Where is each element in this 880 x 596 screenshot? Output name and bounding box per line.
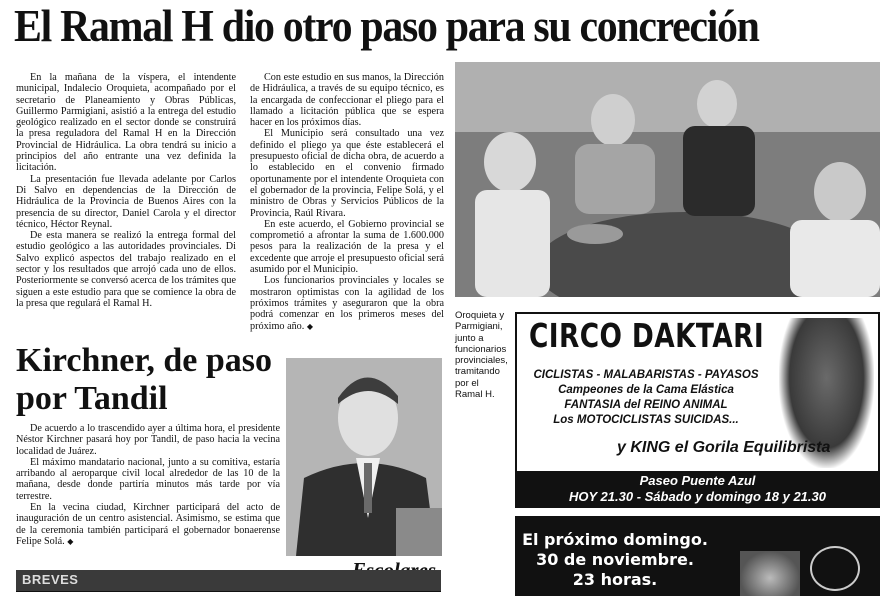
article-kirchner-body [16, 423, 280, 547]
paragraph: El máximo mandatario nacional, junto a su comitiva, estaría arribando al aeroparque civil local alrededor de las 10 de la mañana, desde donde partiría minutos más tarde por vía terrestre. [16, 456, 280, 502]
kirchner-headline-line-2: por Tandil [16, 380, 168, 417]
breves-rule [16, 591, 441, 592]
article-ramal-column-1 [16, 72, 236, 309]
circus-acts [521, 368, 771, 428]
meeting-photo-illustration [455, 62, 880, 297]
kirchner-headline-line-1: Kirchner, de paso [16, 342, 272, 379]
circus-advertisement [515, 312, 880, 508]
circus-act-line: Campeones de la Cama Elástica [558, 384, 734, 396]
second-ad-line: 30 de noviembre. [536, 550, 694, 569]
circus-king-line: y KING el Gorila Equilibrista [617, 439, 831, 456]
second-ad-portrait [740, 551, 800, 596]
meeting-photo [455, 62, 880, 297]
paragraph: De acuerdo a lo trascendido ayer a última hora, el presidente Néstor Kirchner pasará hoy por Tandil, de paso hacia la vecina localidad de Juárez. [16, 423, 280, 457]
circus-title: CIRCO DAKTARI [529, 316, 765, 355]
paragraph: De esta manera se realizó la entrega formal del estudio geológico a las autoridades provinciales. Di Salvo explicó aspectos del trabajo realizado en el sector y los resultados que arrojó cada uno de ellos. Posteriormente se conversó acerca de los trámites que siguen a este estudio para que se comience la obra de la presa que regulará el Ramal H. [16, 230, 236, 309]
kirchner-photo [286, 358, 442, 556]
second-ad-line: El próximo domingo. [522, 530, 708, 549]
end-mark: ◆ [306, 321, 314, 331]
circus-schedule: HOY 21.30 - Sábado y domingo 18 y 21.30 [569, 488, 826, 504]
second-ad-logo [810, 546, 860, 591]
circus-act-line: Los MOTOCICLISTAS SUICIDAS... [553, 414, 739, 426]
kirchner-headline [16, 342, 276, 418]
kirchner-photo-illustration [286, 358, 442, 556]
article-ramal-column-2 [250, 72, 444, 332]
paragraph-text: Los funcionarios provinciales y locales se mostraron optimistas con la agilidad de los próximos trámites y aseguraron que la obra podrá comenzar en los primeros meses del próximo año. [250, 275, 444, 332]
paragraph: La presentación fue llevada adelante por Carlos Di Salvo en dependencias de la Dirección de Hidráulica de la Provincia de Buenos Aires con la presencia de su director, Daniel Carola y el director técnico, Héctor Reynal. [16, 173, 236, 230]
paragraph: El Municipio será consultado una vez definido el pliego ya que éste establecerá el presupuesto oficial de dicha obra, de acuerdo a lo establecido en el convenio firmado oportunamente por el intendente Oroquieta con el gobernador de la provincia, Felipe Solá, y el ministro de Obras y Servicios Públicos de la Provincia, Raúl Rivara. [250, 128, 444, 219]
circus-act-line: CICLISTAS - MALABARISTAS - PAYASOS [533, 369, 759, 381]
photo-caption: Oroquieta y Parmigiani, junto a funcionarios provinciales, tramitando por el Ramal H. [455, 310, 508, 401]
circus-schedule-bar [517, 471, 878, 508]
circus-act-line: FANTASIA del REINO ANIMAL [564, 399, 728, 411]
paragraph-text: En la vecina ciudad, Kirchner participará del acto de inauguración de un centro asistencial. Asimismo, se estima que de la ceremonia también participará el gobernador bonaerense Felipe Solá. [16, 502, 280, 547]
section-breves: BREVES [22, 572, 79, 587]
paragraph: En la mañana de la víspera, el intendente municipal, Indalecio Oroquieta, acompañado por el secretario de Planeamiento y Obras Públicas, Guillermo Parmigiani, asistió a la entrega del estudio geológico realizado en el sector donde se construirá la presa reguladora del Ramal H en la Dirección Provincial de Hidráulica. La obra tendrá su inicio a principios del año entrante una vez definida la licitación. [16, 72, 236, 174]
second-ad-text [515, 530, 715, 590]
paragraph: En este acuerdo, el Gobierno provincial se comprometió a afrontar la suma de 1.600.000 pesos para la realización de la presa y el excedente que arroje el presupuesto oficial será asumido por el Municipio. [250, 218, 444, 276]
end-mark: ◆ [67, 536, 74, 546]
paragraph [16, 502, 280, 547]
second-advertisement [515, 516, 880, 596]
second-ad-line: 23 horas. [572, 570, 658, 589]
circus-venue: Paseo Puente Azul [639, 473, 756, 488]
main-headline: El Ramal H dio otro paso para su concreción [14, 1, 759, 51]
breves-bar [16, 570, 441, 592]
paragraph [250, 275, 444, 331]
paragraph: Con este estudio en sus manos, la Dirección de Hidráulica, a través de su equipo técnico, es la encargada de confeccionar el pliego para el llamado a licitación pública que se espera hacer en los próximos días. [250, 72, 444, 129]
